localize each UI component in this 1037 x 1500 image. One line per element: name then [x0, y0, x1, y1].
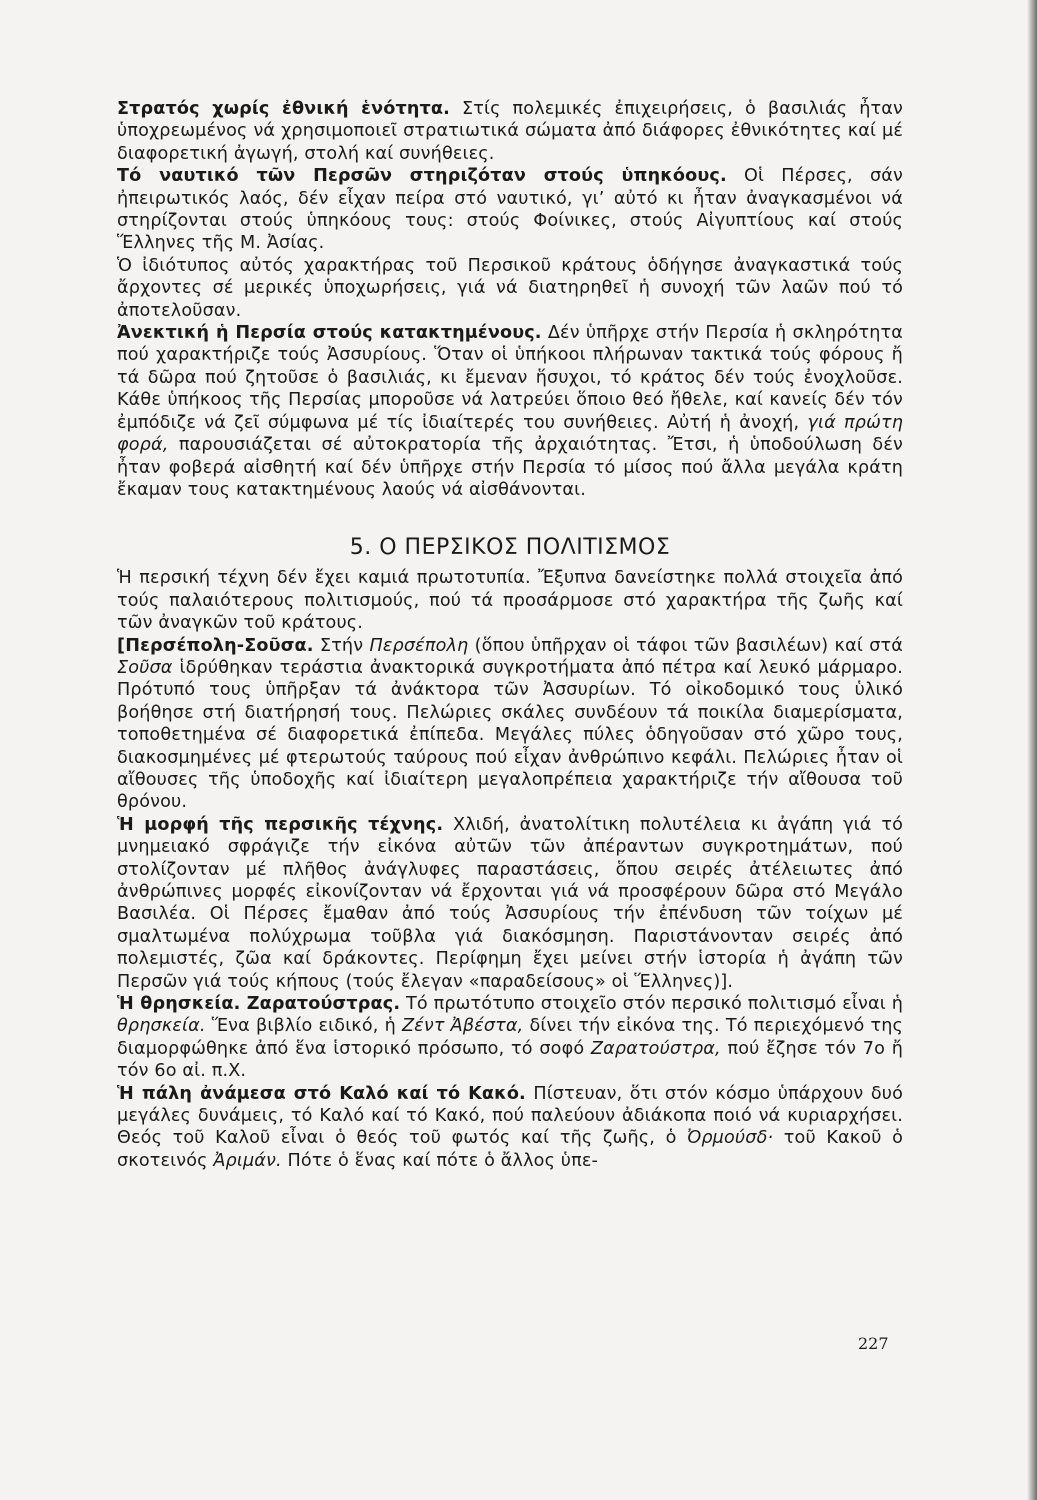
paragraph-army — [117, 98, 903, 165]
paragraph-heading: Στρατός χωρίς ἐθνική ἑνότητα. — [117, 99, 450, 119]
paragraph-character — [117, 255, 903, 322]
italic-phrase: Ζαρατούστρα, — [590, 1038, 721, 1059]
paragraph-art-form — [117, 814, 903, 993]
italic-phrase: Σοῦσα — [117, 657, 173, 678]
paragraph-navy — [117, 165, 903, 255]
paragraph-art-intro — [117, 567, 903, 634]
section-title: 5. Ο ΠΕΡΣΙΚΟΣ ΠΟΛΙΤΙΣΜΟΣ — [349, 535, 671, 561]
paragraph-text: Δέν ὑπῆρχε στήν Περσία ἡ σκληρότητα πού χαρακτήριζε τούς Ἀσσυρίους. Ὅταν οἱ ὑπήκοοι πλήρωναν τακτικά τούς φόρους ἤ τά δῶρα πού ζητοῦσε ὁ βασιλιάς, κι ἔμεναν ἥσυχοι, τό κράτος δέν τούς ἐνοχλοῦσε. Κάθε ὑπήκοος τῆς Περσίας μποροῦσε νά λατρεύει ὅποιο θεό ἤθελε, καί κανείς δέν τόν ἐμπόδιζε νά ζεῖ σύμφωνα μέ τίς ἰδιαίτερές του συνήθειες. Αὐτή ἡ ἀνοχή, — [117, 323, 903, 433]
paragraph-text: Ἡ περσική τέχνη δέν ἔχει καμιά πρωτοτυπία. Ἔξυπνα δανείστηκε πολλά στοιχεῖα ἀπό τούς παλαιότερους πολιτισμούς, πού τά προσάρμοσε στό χαρακτήρα τῆς ζωῆς καί τῶν ἀναγκῶν τοῦ κράτους. — [117, 568, 903, 634]
paragraph-heading: Ἀνεκτική ἡ Περσία στούς κατακτημένους. — [117, 323, 542, 344]
paragraph-text: Χλιδή, ἀνατολίτικη πολυτέλεια κι ἀγάπη γιά τό μνημειακό σφράγιζε τήν εἰκόνα αὐτῶν τῶν ἀπέραντων συγκροτημάτων, πού στολίζονταν μέ πλῆθος ἀνάγλυφες παραστάσεις, ὅπου σειρές ἀτέλειωτες ἀπό ἀνθρώπινες μορφές εἰκονίζονταν νά ἔρχονται γιά νά προσφέρουν δῶρα στό Μεγάλο Βασιλέα. Οἱ Πέρσες ἔμαθαν ἀπό τούς Ἀσσυρίους τήν ἐπένδυση τῶν τοίχων μέ σμαλτωμένα πολύχρωμα τοῦβλα γιά διακόσμηση. Παριστάνονταν σειρές ἀπό πολεμιστές, ζῶα καί δράκοντες. Περίφημη ἔχει μείνει στήν ἱστορία ἡ ἀγάπη τῶν Περσῶν γιά τούς κήπους (τούς ἔλεγαν «παραδείσους» οἱ Ἕλληνες)]. — [117, 814, 903, 992]
italic-phrase: θρησκεία. — [117, 1016, 206, 1037]
paragraph-heading: Τό ναυτικό τῶν Περσῶν στηριζόταν στούς ὑπηκόους. — [117, 166, 727, 187]
paragraph-text: πού ἔζησε τόν 7ο ἤ τόν 6ο αἰ. π.Χ. — [117, 1038, 903, 1082]
paragraph-text: δίνει τήν εἰκόνα της. Τό περιεχόμενό της διαμορφώθηκε ἀπό ἕνα ἱστορικό πρόσωπο, τό σοφό — [117, 1016, 903, 1059]
page-edge-shadow — [1027, 0, 1037, 1500]
italic-phrase: Ὀρμούσδ· — [687, 1128, 774, 1149]
paragraph-tolerance — [117, 322, 903, 501]
paragraph-text: παρουσιάζεται σέ αὐτοκρατορία τῆς ἀρχαιότητας. Ἔτσι, ἡ ὑποδούλωση δέν ἦταν φοβερά αἰσθητή καί δέν ὑπῆρχε στήν Περσία τό μίσος πού ἄλλα μεγάλα κράτη ἔκαμαν τους κατακτημένους λαούς νά αἰσθάνονται. — [117, 435, 903, 500]
paragraph-heading: Ἡ μορφή τῆς περσικῆς τέχνης. — [117, 814, 444, 835]
paragraph-text: (ὅπου ὑπῆρχαν οἱ τάφοι τῶν βασιλέων) καί στά — [474, 635, 903, 656]
paragraph-text: Ὁ ἰδιότυπος αὐτός χαρακτήρας τοῦ Περσικοῦ κράτους ὁδήγησε ἀναγκαστικά τούς ἄρχοντες σέ μερικές ὑποχωρήσεις, γιά νά διατηρηθεῖ ἡ συνοχή τῶν λαῶν πού τό ἀποτελοῦσαν. — [117, 255, 903, 321]
paragraph-text: Ἕνα βιβλίο ειδικό, ἡ — [211, 1016, 396, 1037]
paragraph-text: Πίστευαν, ὅτι στόν κόσμο ὑπάρχουν δυό μεγάλες δυνάμεις, τό Καλό καί τό Κακό, πού παλεύουν ἀδιάκοπα ποιό νά κυριαρχήσει. Θεός τοῦ Καλοῦ εἶναι ὁ θεός τοῦ φωτός καί τῆς ζωῆς, ὁ — [117, 1083, 903, 1149]
paragraph-text: τοῦ Κακοῦ ὁ σκοτεινός — [117, 1128, 903, 1171]
paragraph-good-evil — [117, 1083, 903, 1173]
paragraph-text: Τό πρωτότυπο στοιχεῖο στόν περσικό πολιτισμό εἶναι ἡ — [405, 994, 903, 1015]
paragraph-text: ἱδρύθηκαν τεράστια ἀνακτορικά συγκροτήματα ἀπό πέτρα καί λευκό μάρμαρο. Πρότυπό τους ὑπῆρξαν τά ἀνάκτορα τῶν Ἀσσυρίων. Τό οἰκοδομικό τους ὑλικό βοήθησε στή διατήρησή τους. Πελώριες σκάλες συνδέουν τά ποικίλα διαμερίσματα, τοποθετημένα σέ διαφορετικά ἐπίπεδα. Μεγάλες πύλες ὁδηγοῦσαν στό χῶρο τους, διακοσμημένες μέ φτερωτούς ταύρους πού εἶχαν ἀνθρώπινο κεφάλι. Πελώριες ἦταν οἱ αἴθουσες τῆς ὑποδοχῆς καί ἰδιαίτερη μεγαλοπρέπεια χαρακτήριζε τήν αἴθουσα τοῦ θρόνου. — [117, 657, 903, 813]
paragraph-persepolis — [117, 635, 903, 814]
italic-phrase: Ἀριμάν. — [213, 1150, 282, 1171]
italic-phrase: Ζέντ Ἀβέστα, — [401, 1016, 524, 1037]
paragraph-text: Στίς πολεμικές ἐπιχειρήσεις, ὁ βασιλιάς ἦταν ὑποχρεωμένος νά χρησιμοποιεῖ στρατιωτικά σώματα ἀπό διάφορες ἐθνικότητες καί μέ διαφορετική ἀγωγή, στολή καί συνήθειες. — [117, 99, 903, 164]
paragraph-text: Οἱ Πέρσες, σάν ἠπειρωτικός λαός, δέν εἶχαν πείρα στό ναυτικό, γι’ αὐτό κι ἦταν ἀναγκασμένοι νά στηρίζονται στούς ὑπηκόους τους: στούς Φοίνικες, στούς Αἰγυπτίους καί στούς Ἕλληνες τῆς Μ. Ἀσίας. — [117, 166, 903, 254]
paragraph-religion — [117, 993, 903, 1083]
paragraph-heading: Ἡ θρησκεία. Ζαρατούστρας. — [117, 994, 401, 1015]
italic-phrase: Περσέπολη — [369, 635, 469, 656]
italic-phrase: γιά πρώτη φορά, — [117, 412, 903, 456]
paragraph-text: Στήν — [319, 635, 364, 656]
paragraph-heading: Ἡ πάλη ἀνάμεσα στό Καλό καί τό Κακό. — [117, 1083, 526, 1104]
page-number: 227 — [858, 1334, 889, 1353]
book-page — [117, 98, 903, 1172]
paragraph-text: Πότε ὁ ἕνας καί πότε ὁ ἄλλος ὑπε- — [287, 1150, 599, 1171]
paragraph-heading: [Περσέπολη-Σοῦσα. — [117, 635, 314, 656]
